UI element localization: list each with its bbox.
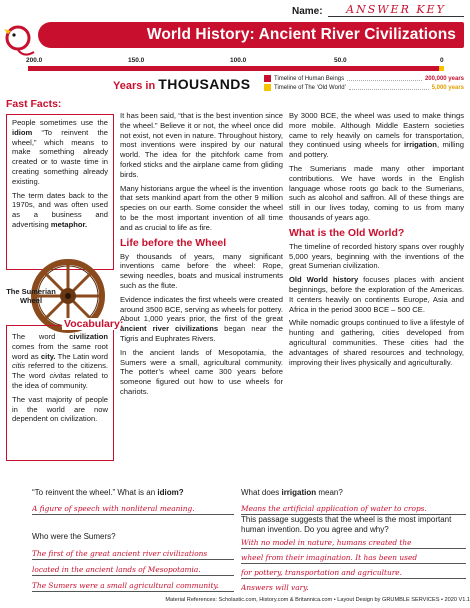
legend-value: 200,000 years [424, 75, 464, 82]
answer-wheel-line[interactable]: With no model in nature, humans created the [241, 537, 466, 549]
footer-credits: Material References: Scholastic.com, History.com & Britannica.com • Layout Design by GRUMBLE SERVICES • 2020 V1.1 [165, 597, 470, 603]
article-column-middle [120, 111, 283, 401]
article-paragraph: In the ancient lands of Mesopotamia, the Sumers were a small, agricultural community. The potter’s wheel came 300 years before someone figured out how to use wheels for chariots. [120, 347, 283, 396]
answer-sumers-line[interactable]: The Sumers were a small agricultural community. [32, 580, 234, 592]
article-paragraph: By 3000 BCE, the wheel was used to make things more mobile. Although Middle Eastern societies came to rely heavily on camels for transportation, they continued using wheels for irrigation, milling and pottery. [289, 111, 464, 160]
article-paragraph: While nomadic groups continued to live a lifestyle of hunting and gathering, cities developed from agricultural communities. These cities had the advantages of shared resources and technology, improving their lives physically and agriculturally. [289, 318, 464, 367]
answer-sumers-line[interactable]: The first of the great ancient river civilizations [32, 548, 234, 560]
legend-swatch [264, 75, 271, 82]
timeline-caption-prefix: Years in [113, 80, 156, 92]
wheel-caption: The Sumerian Wheel [6, 287, 56, 305]
legend-item [264, 74, 464, 83]
timeline-tick: 50.0 [334, 57, 347, 64]
vocabulary-paragraph: The vast majority of people in the world are now dependent on civilization. [12, 394, 108, 424]
timeline-old-world-bar [439, 66, 444, 71]
legend-label: Timeline of The ‘Old World’ [274, 84, 346, 91]
question-idiom: “To reinvent the wheel.” What is an idiom? [32, 488, 184, 497]
timeline-tick: 0 [440, 57, 444, 64]
fast-facts-paragraph: The term dates back to the 1970s, and was often used as a business and advertising metaphor. [12, 190, 108, 229]
timeline-tick: 150.0 [128, 57, 145, 64]
article-paragraph: Many historians argue the wheel is the invention that sets mankind apart from the other 9 million species on our earth. Some consider the wheel to be the most important invention of all time and as crucial to life as fire. [120, 183, 283, 232]
timeline-caption-unit: THOUSANDS [158, 76, 251, 92]
article-paragraph: By thousands of years, many significant inventions came before the wheel: Rope, sewing needles, boats and musical instruments such as the flute. [120, 251, 283, 290]
question-sumers: Who were the Sumers? [32, 532, 116, 541]
article-column-right [289, 111, 464, 371]
question-wheel-importance: This passage suggests that the wheel is the most important human invention. Do you agree and why? [241, 515, 452, 534]
fast-facts-box [6, 114, 114, 270]
article-paragraph: Old World history focuses places with ancient beginnings, before the exploration of the Americas. It centers heavily on continents Europe, Asia and Africa in the period 3000 BCE – 500 CE. [289, 275, 464, 314]
title-banner [38, 22, 464, 48]
vocabulary-heading: Vocabulary: [64, 318, 124, 330]
vocabulary-box [6, 325, 114, 461]
section-heading-life-before-wheel: Life before the Wheel [120, 236, 227, 249]
article-paragraph: It has been said, “that is the best invention since the wheel.” Believe it or not, the wheel once did not exist, not even in nature. Throughout history, most inventions were inspired by our natural world. The idea for the pitchfork came from forked sticks and the airplane came from gliding birds. [120, 111, 283, 179]
name-field [292, 3, 464, 19]
timeline-caption [113, 76, 251, 92]
answer-wheel-line[interactable]: for pottery, transportation and agriculture. [241, 567, 466, 579]
answer-wheel-line[interactable]: wheel from their imagination. It has been used [241, 552, 466, 564]
page-title: World History: Ancient River Civilizations [146, 26, 456, 43]
section-heading-old-world: What is the Old World? [289, 226, 405, 239]
timeline-legend [264, 74, 464, 92]
answer-irrigation[interactable]: Means the artificial application of water to crops. [241, 503, 466, 515]
question-irrigation: What does irrigation mean? [241, 488, 343, 497]
timeline-tick: 100.0 [230, 57, 247, 64]
article-paragraph: The Sumerians made many other important contributions. We have words in the English language whose roots go back to the Sumerians, such as alcohol and saffron. All of these things are still in our lives today, coming to us from many thousands of years ago. [289, 163, 464, 222]
legend-value: 5,000 years [431, 84, 464, 91]
fast-facts-heading: Fast Facts: [6, 98, 62, 110]
name-label: Name: [292, 6, 323, 17]
legend-label: Timeline of Human Beings [274, 75, 345, 82]
timeline-human-bar [28, 66, 444, 71]
name-value: ANSWER KEY [328, 3, 464, 17]
legend-item [264, 83, 464, 92]
legend-swatch [264, 84, 271, 91]
fast-facts-paragraph: People sometimes use the idiom “To reinvent the wheel,” which means to make something already created or to waste time in creating something already existing. [12, 118, 108, 186]
answer-wheel-line[interactable]: Answers will vary. [241, 583, 309, 592]
vocabulary-paragraph: The word civilization comes from the same root word as city. The Latin word citis referred to the citizens. The word civitas related to the idea of community. [12, 332, 108, 390]
answer-idiom[interactable]: A figure of speech with nonliteral meaning. [32, 503, 234, 515]
article-paragraph: The timeline of recorded history spans over roughly 5,000 years, beginning with the inventions of the great Sumerian civilization. [289, 241, 464, 271]
timeline-tick: 200.0 [26, 57, 43, 64]
answer-sumers-line[interactable]: located in the ancient lands of Mesopotamia. [32, 564, 234, 576]
article-paragraph: Evidence indicates the first wheels were created around 3500 BCE, serving as wheels for pottery. About 1,000 years prior, the first of the great ancient river civilizations began near the Tigris and Euphrates Rivers. [120, 294, 283, 343]
